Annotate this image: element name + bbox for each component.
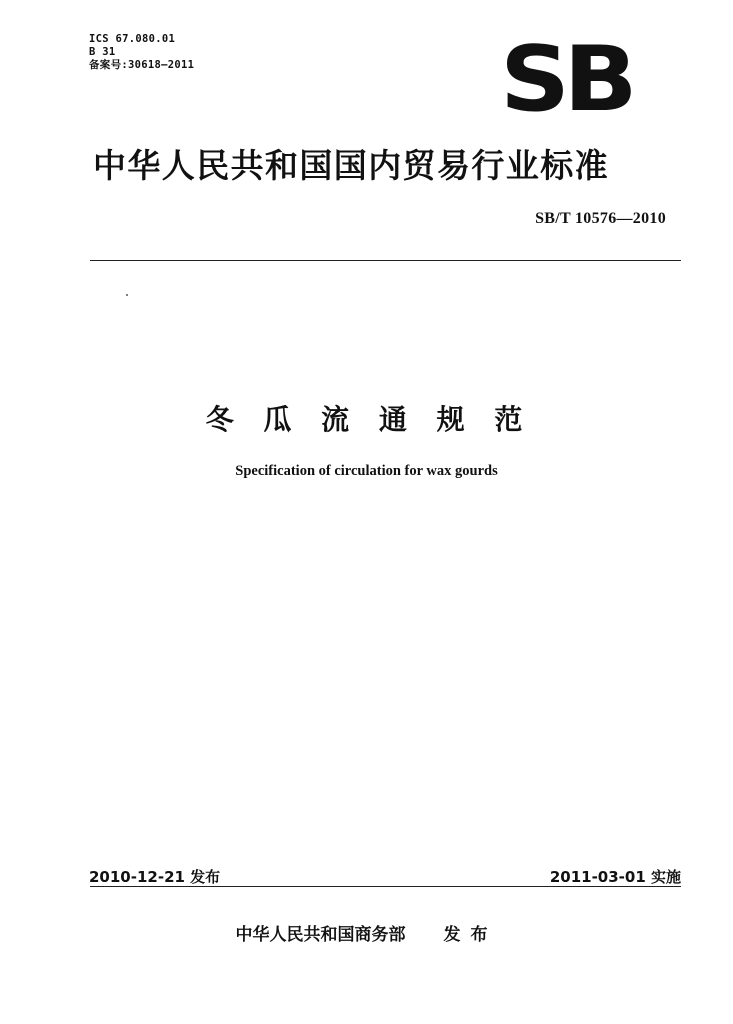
issuer-name: 中华人民共和国商务部: [235, 925, 406, 945]
issuer-action: 发布: [443, 925, 498, 945]
ics-code: ICS 67.080.01: [89, 33, 176, 45]
issuing-authority: [0, 920, 733, 945]
issue-date: 2010-12-21 发布: [89, 868, 221, 886]
record-number: 备案号:30618—2011: [89, 59, 195, 71]
header-divider: [90, 260, 681, 261]
document-title-chinese: 冬 瓜 流 通 规 范: [205, 403, 533, 436]
sb-logo: SB: [500, 27, 632, 132]
standard-category-title: 中华人民共和国国内贸易行业标准: [93, 146, 609, 185]
scan-speck: [126, 294, 128, 296]
ccs-code: B 31: [89, 46, 116, 58]
document-title-english: Specification of circulation for wax gourds: [235, 463, 498, 479]
effective-date: 2011-03-01 实施: [549, 868, 681, 886]
standard-code: SB/T 10576—2010: [535, 210, 666, 227]
classification-block: [89, 33, 194, 72]
footer-divider: [90, 886, 681, 887]
